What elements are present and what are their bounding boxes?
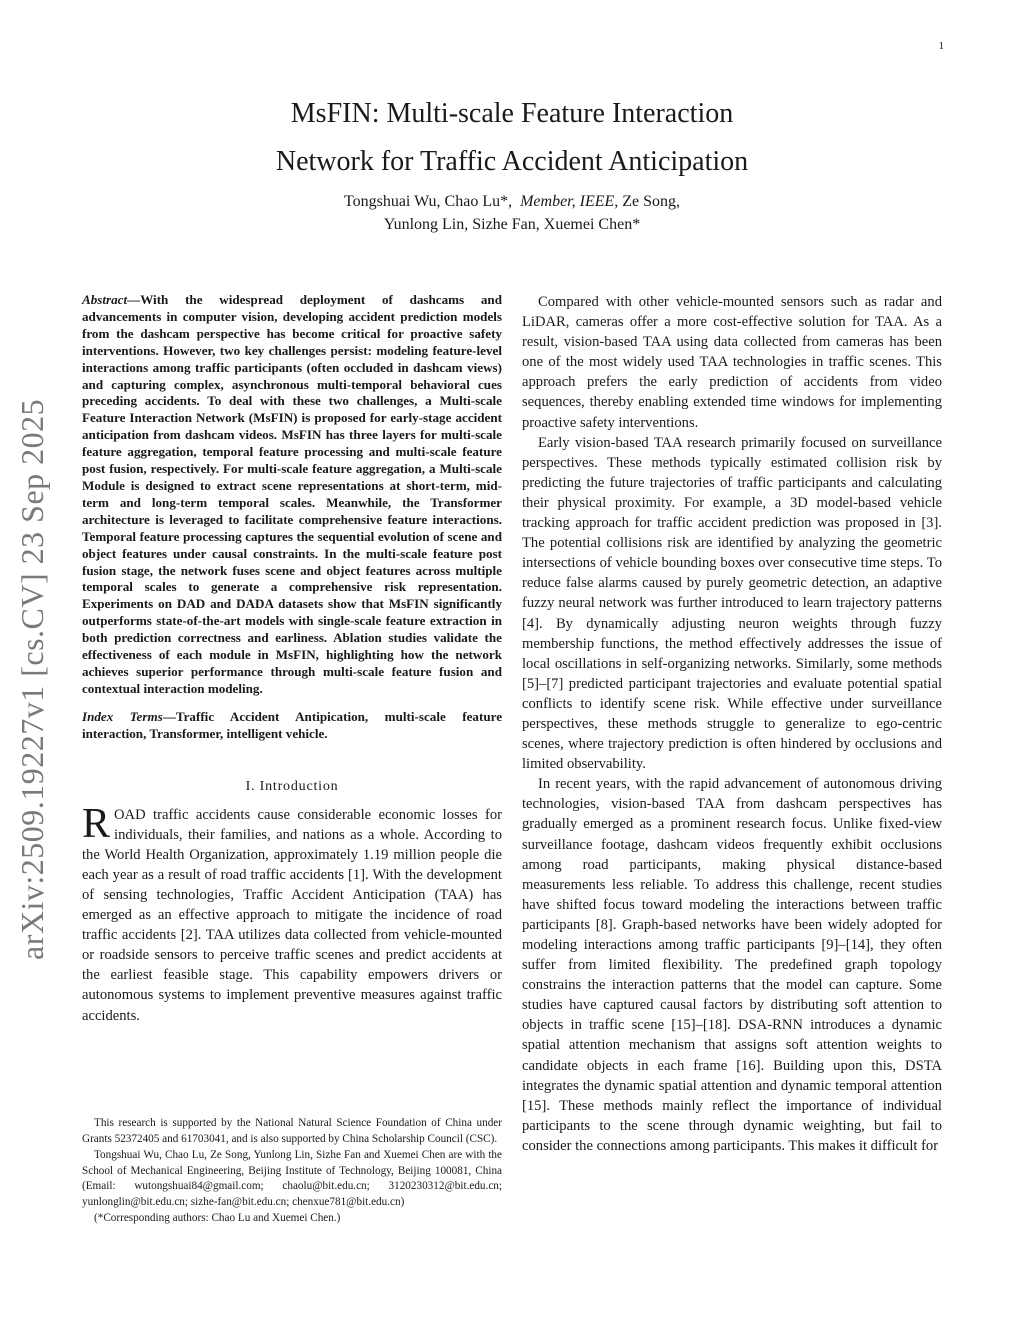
body-paragraph: Compared with other vehicle-mounted sensors such as radar and LiDAR, cameras offer a more cost-effective solution for TAA. As a result, vision-based TAA using data collected from cameras has been one of the most widely used TAA technologies in traffic scenes. This approach prefers the early prediction of accidents from video sequences, thereby enabling extended time windows for implementing proactive safety interventions. <box>522 294 942 431</box>
drop-cap-letter: R <box>82 800 111 847</box>
page-number: 1 <box>938 40 944 52</box>
paper-title <box>0 90 1024 186</box>
left-column <box>82 292 502 1026</box>
index-terms <box>82 709 502 743</box>
footnotes <box>82 1116 502 1228</box>
right-column <box>522 292 942 1156</box>
body-paragraph: In recent years, with the rapid advancement of autonomous driving technologies, vision-based TAA from dashcam perspectives has gradually emerged as a prominent research focus. Unlike fixed-view surveillance footage, dashcam videos frequently exhibit occlusions among road participants, making physical distance-based measurements less reliable. To address this challenge, recent studies have shifted focus toward modeling the interactions between traffic participants [8]. Graph-based networks have been widely adopted for modeling interactions among traffic participants [9]–[14], they often suffer from limited flexibility. The predefined graph topology constrains the interaction patterns that the model can capture. Some studies have captured causal factors by distributing soft attention to objects in traffic scene [15]–[18]. DSA-RNN introduces a dynamic spatial attention mechanism that assigns soft attention weights to candidate objects in each frame [16]. Building upon this, DSTA integrates the dynamic spatial attention and dynamic temporal attention [15]. These methods mainly reflect the importance of individual participants to the scene through dynamic weighting, but fail to consider the connections among participants. This makes it difficult for <box>522 776 942 1154</box>
author-line-1 <box>0 190 1024 213</box>
intro-paragraph-1 <box>82 800 502 1026</box>
abstract <box>82 292 502 698</box>
footnote-corresponding: (*Corresponding authors: Chao Lu and Xuemei Chen.) <box>94 1212 341 1224</box>
body-paragraph: Early vision-based TAA research primarily focused on surveillance perspectives. These methods typically estimated collision risk by predicting the future trajectories of traffic participants and calculating their physical proximity. For example, a 3D model-based vehicle tracking approach for traffic accident prediction was proposed in [3]. The potential collisions risk are identified by analyzing the geometric intersections of vehicle bounding boxes over consecutive time steps. To reduce false alarms caused by purely geometric detection, an adaptive fuzzy neural network was further introduced to learn trajectory patterns [4]. By dynamically adjusting neuron weights through fuzzy membership functions, the method effectively addresses the issue of local oscillations in self-organizing networks. Similarly, some methods [5]–[7] predicted participant trajectories and evaluate potential spatial conflicts to identify scene risk. While effective under surveillance perspectives, these methods struggle to generalize to ego-centric scenes, where trajectory prediction is often hindered by occlusions and limited observability. <box>522 434 942 773</box>
footnote-funding: This research is supported by the National Natural Science Foundation of China under Grants 52372405 and 61703041, and is also supported by China Scholarship Council (CSC). <box>82 1117 502 1145</box>
title-line-2: Network for Traffic Accident Anticipation <box>275 146 749 177</box>
author-line-2: Yunlong Lin, Sizhe Fan, Xuemei Chen* <box>383 216 641 233</box>
arxiv-identifier-stamp: arXiv:2509.19227v1 [cs.CV] 23 Sep 2025 <box>14 398 50 960</box>
abstract-label: Abstract <box>82 292 128 307</box>
author-names: Tongshuai Wu, Chao Lu*, <box>343 193 513 210</box>
index-terms-text: —Traffic Accident Antipication, multi-scale feature interaction, Transformer, intelligent vehicle. <box>82 708 502 741</box>
index-terms-label: Index Terms <box>82 708 163 724</box>
title-line-1: MsFIN: Multi-scale Feature Interaction <box>290 98 734 129</box>
author-names-rest: Ze Song, <box>622 193 681 210</box>
author-block <box>0 190 1024 236</box>
footnote-affiliations: Tongshuai Wu, Chao Lu, Ze Song, Yunlong Lin, Sizhe Fan and Xuemei Chen are with the School of Mechanical Engineering, Beijing Institute of Technology, Beijing 100081, China (Email: wutongshuai84@gmail.com; chaolu@bit.edu.cn; 3120230312@bit.edu.cn; yunlonglin@bit.edu.cn; sizhe-fan@bit.edu.cn; chenxue781@bit.edu.cn) <box>82 1149 502 1208</box>
abstract-text: —With the widespread deployment of dashcams and advancements in computer vision, developing accident prediction models from the dashcam perspective has become critical for proactive safety interventions. However, two key challenges persist: modeling feature-level interactions among traffic participants (often occluded in dashcam views) and capturing complex, asynchronous multi-temporal behavioral cues preceding accidents. To deal with these two challenges, a Multi-scale Feature Interaction Network (MsFIN) is proposed for early-stage accident anticipation from dashcam videos. MsFIN has three layers for multi-scale feature aggregation, temporal feature processing and multi-scale feature post fusion, respectively. For multi-scale feature aggregation, a Multi-scale Module is designed to extract scene representations at short-term, mid-term and long-term temporal scales. Meanwhile, the Transformer architecture is leveraged to facilitate comprehensive feature interactions. Temporal feature processing captures the sequential evolution of scene and object features under causal constraints. In the multi-scale feature post fusion stage, the network fuses scene and object features across multiple temporal scales to generate a comprehensive risk representation. Experiments on DAD and DADA datasets show that MsFIN significantly outperforms state-of-the-art models with single-scale feature extraction in both prediction correctness and earliness. Ablation studies validate the effectiveness of each module in MsFIN, highlighting how the network achieves superior performance through multi-scale feature fusion and contextual interaction modeling. <box>82 292 502 696</box>
section-heading-introduction: I. Introduction <box>245 778 339 794</box>
author-membership: Member, IEEE, <box>520 193 619 210</box>
intro-paragraph-1-text: OAD traffic accidents cause considerable economic losses for individuals, their families, and nations as a whole. According to the World Health Organization, approximately 1.19 million people die each year as a result of road traffic accidents [1]. With the development of sensing technologies, Traffic Accident Anticipation (TAA) has emerged as an effective approach to mitigate the incidence of road traffic accidents [2]. TAA utilizes data collected from vehicle-mounted or roadside sensors to perceive traffic scenes and predict accidents at the earliest feasible stage. This capability empowers drivers or autonomous systems to implement preventive measures against traffic accidents. <box>82 806 502 1024</box>
